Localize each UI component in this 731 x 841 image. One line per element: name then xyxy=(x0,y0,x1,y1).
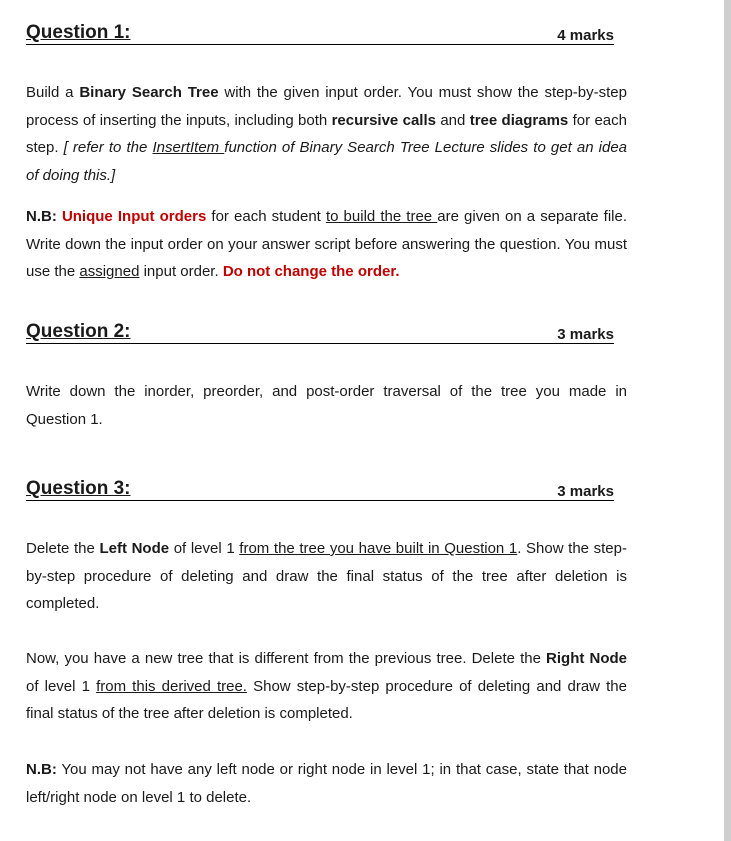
text: for each student xyxy=(206,208,326,225)
page-edge-shadow xyxy=(724,0,731,841)
italic-underlined-text: InsertItem xyxy=(152,139,225,156)
text: of level 1 xyxy=(169,540,240,557)
underlined-text: to build the tree xyxy=(325,208,438,225)
question-3-title: Question 3: xyxy=(26,478,131,499)
italic-text: [ refer to the xyxy=(63,139,153,156)
question-3-instructions-right xyxy=(26,645,627,728)
text: Show step-by-step procedure of deleting and draw the final status of the tree after deletion is completed. xyxy=(26,677,627,722)
underlined-text: from this derived tree. xyxy=(96,677,247,695)
italic-text: function of Binary Search Tree Lecture slides to get an idea of doing this.] xyxy=(26,139,628,184)
question-3-instructions-left xyxy=(26,535,627,618)
question-2-header xyxy=(26,321,614,344)
question-2-title: Question 2: xyxy=(26,321,131,342)
note-label: N.B: xyxy=(26,761,57,778)
question-1-instructions xyxy=(26,79,627,189)
text: You may not have any left node or right node in level 1; in that case, state that node left/right node on level 1 to delete. xyxy=(26,761,627,806)
text: and xyxy=(435,111,470,129)
highlighted-text: Do not change the order. xyxy=(222,263,400,280)
underlined-text: from the tree you have built in Question 1 xyxy=(239,540,518,557)
text: . Show the step-by-step procedure of deleting and draw the final status of the tree after deletion is completed. xyxy=(26,540,627,612)
question-2-marks: 3 marks xyxy=(557,326,614,343)
question-3-note xyxy=(26,756,627,811)
bold-text: Binary Search Tree xyxy=(79,84,219,101)
question-2-instructions: Write down the inorder, preorder, and post-order traversal of the tree you made in Question 1. xyxy=(26,383,627,428)
question-1-marks: 4 marks xyxy=(557,27,614,44)
question-1-note xyxy=(26,203,627,286)
bold-text: tree diagrams xyxy=(469,111,569,129)
text: of level 1 xyxy=(26,677,97,695)
note-label: N.B: xyxy=(26,208,62,225)
question-3-marks: 3 marks xyxy=(557,483,614,500)
text: with the given input order. You must show the step-by-step process of inserting the inputs, including both xyxy=(26,84,627,129)
question-3-header xyxy=(26,478,614,501)
highlighted-text: Unique Input orders xyxy=(61,208,207,225)
bold-text: Left Node xyxy=(99,540,170,557)
underlined-text: assigned xyxy=(79,263,140,280)
text: for each step. xyxy=(26,111,627,156)
text: Build a xyxy=(26,84,80,101)
bold-text: Right Node xyxy=(546,650,627,667)
bold-text: recursive calls xyxy=(331,111,436,129)
text: are given on a separate file. Write down the input order on your answer script before answering the question. You must use the xyxy=(26,208,628,280)
question-1-header xyxy=(26,22,614,45)
text: Delete the xyxy=(26,540,100,557)
text: Now, you have a new tree that is different from the previous tree. Delete the xyxy=(26,650,547,667)
text: input order. xyxy=(139,263,223,280)
question-1-title: Question 1: xyxy=(26,22,131,43)
